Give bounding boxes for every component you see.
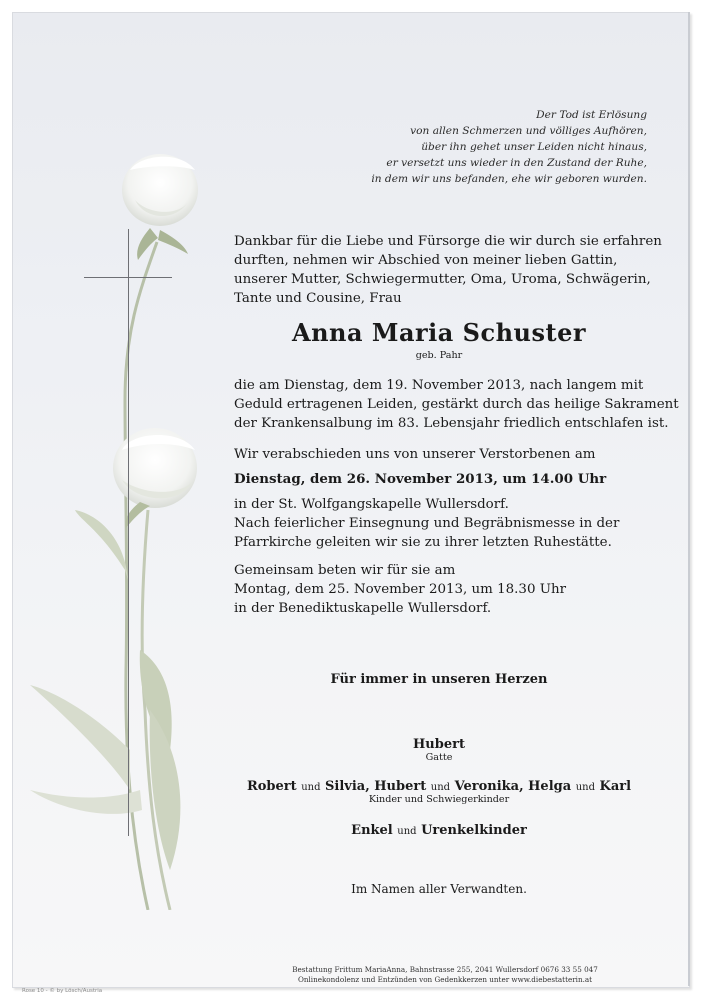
- intro-line: unserer Mutter, Schwiegermutter, Oma, Uroma, Schwägerin,: [234, 272, 651, 287]
- death-line: die am Dienstag, dem 19. November 2013, nach langem mit: [234, 378, 644, 393]
- connector: und: [301, 782, 321, 793]
- funeral-home-footer: [280, 965, 610, 984]
- deceased-name: Anna Maria Schuster: [291, 318, 587, 347]
- footer-line: Bestattung Frittum MariaAnna, Bahnstrasse 255, 2041 Wullersdorf 0676 33 55 047: [292, 965, 598, 974]
- connector: und: [430, 782, 451, 793]
- maiden-name: geb. Pahr: [415, 350, 463, 361]
- cross-vertical-line: [128, 229, 129, 836]
- child-name: Silvia,: [325, 779, 370, 794]
- prayer-line: in der Benediktuskapelle Wullersdorf.: [234, 601, 492, 616]
- husband-role: Gatte: [425, 752, 453, 763]
- closing-phrase: Für immer in unseren Herzen: [330, 672, 548, 687]
- poem-line: über ihn gehet unser Leiden nicht hinaus,: [421, 141, 647, 153]
- farewell-line: Nach feierlicher Einsegnung und Begräbnismesse in der: [234, 516, 620, 531]
- farewell-line: Pfarrkirche geleiten wir sie zu ihrer letzten Ruhestätte.: [234, 535, 612, 550]
- intro-text: [234, 232, 662, 308]
- children-entry: [234, 779, 644, 805]
- death-line: der Krankensalbung im 83. Lebensjahr friedlich entschlafen ist.: [234, 416, 669, 431]
- leaf: [30, 685, 130, 790]
- sheet-edge: [688, 12, 690, 986]
- intro-line: durften, nehmen wir Abschied von meiner lieben Gattin,: [234, 253, 618, 268]
- poem-quote: [371, 107, 647, 187]
- poem-line: Der Tod ist Erlösung: [536, 109, 647, 121]
- prayer-section: [234, 561, 654, 618]
- leaf: [30, 790, 142, 814]
- signature-line: Im Namen aller Verwandten.: [351, 882, 527, 896]
- poem-line: er versetzt uns wieder in den Zustand der Ruhe,: [386, 157, 647, 169]
- poem-line: von allen Schmerzen und völliges Aufhören,: [410, 125, 647, 137]
- connector: und: [397, 826, 417, 837]
- death-text: [234, 376, 679, 433]
- great-grandchildren-label: Urenkelkinder: [421, 823, 527, 838]
- intro-line: Tante und Cousine, Frau: [234, 291, 402, 306]
- poem-line: in dem wir uns befanden, ehe wir geboren wurden.: [371, 173, 647, 185]
- death-line: Geduld ertragenen Leiden, gestärkt durch das heilige Sakrament: [234, 397, 679, 412]
- connector: und: [575, 782, 595, 793]
- white-roses-illustration: [30, 150, 230, 910]
- child-name: Helga: [528, 779, 572, 794]
- husband-entry: [234, 737, 644, 763]
- farewell-intro: Wir verabschieden uns von unserer Verstorbenen am: [234, 447, 596, 462]
- farewell-line: in der St. Wolfgangskapelle Wullersdorf.: [234, 497, 509, 512]
- grandchildren-entry: [234, 823, 644, 838]
- leaf: [75, 510, 128, 580]
- cross-horizontal-line: [84, 277, 172, 278]
- grandchildren-names: [234, 823, 644, 838]
- upper-rose: [122, 154, 198, 226]
- funeral-date: Dienstag, dem 26. November 2013, um 14.00 Uhr: [234, 471, 607, 487]
- children-role: Kinder und Schwiegerkinder: [368, 794, 510, 805]
- child-name: Veronika,: [454, 779, 524, 794]
- children-names: [234, 779, 644, 794]
- lower-rose: [113, 428, 197, 508]
- intro-line: Dankbar für die Liebe und Fürsorge die wir durch sie erfahren: [234, 234, 662, 249]
- child-name: Karl: [599, 779, 632, 794]
- grandchildren-label: Enkel: [351, 823, 393, 838]
- farewell-section: [234, 445, 654, 552]
- footer-line: Onlinekondolenz und Entzünden von Gedenkkerzen unter www.diebestatterin.at: [297, 974, 593, 984]
- child-name: Hubert: [374, 779, 427, 794]
- image-credit: Rose 10 - © by Lösch/Austria: [22, 988, 103, 994]
- child-name: Robert: [246, 779, 297, 794]
- prayer-line: Gemeinsam beten wir für sie am: [234, 563, 456, 578]
- prayer-line: Montag, dem 25. November 2013, um 18.30 Uhr: [234, 582, 567, 597]
- sepal: [158, 230, 188, 254]
- husband-name: Hubert: [413, 737, 465, 752]
